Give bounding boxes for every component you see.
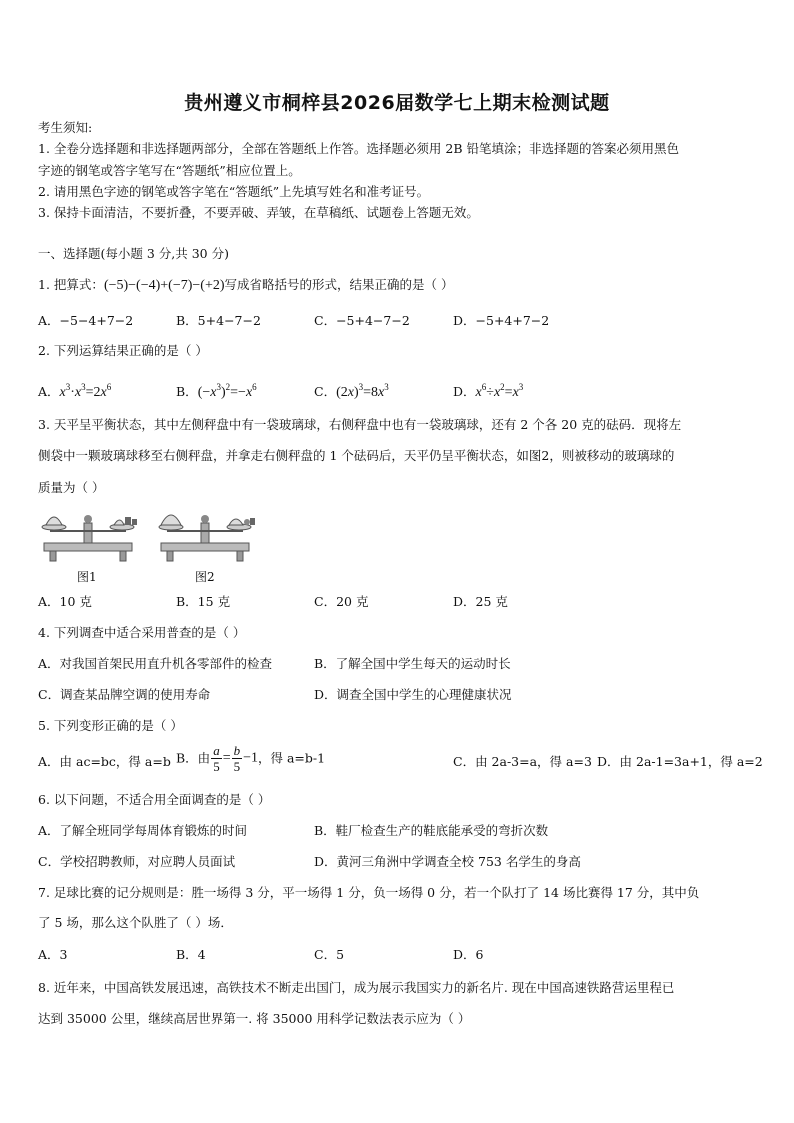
q2-label-b: B． (176, 384, 198, 399)
figure-2-caption: 图2 (195, 570, 215, 584)
section-heading: 一、选择题(每小题 3 分,共 30 分) (38, 246, 229, 261)
q2-option-c (314, 379, 389, 401)
q6-option-b: B．鞋厂检查生产的鞋底能承受的弯折次数 (314, 823, 549, 838)
q4-option-d: D．调查全国中学生的心理健康状况 (314, 687, 512, 702)
q2-label-d: D． (453, 384, 476, 399)
q7-option-b: B．4 (176, 947, 206, 962)
q7-option-c: C．5 (314, 947, 345, 962)
q3-option-c: C．20 克 (314, 594, 369, 609)
balance-figure-2 (153, 503, 257, 563)
q8-line: 8. 近年来，中国高铁发展迅速，高铁技术不断走出国门，成为展示我国实力的新名片. 现在中国高速铁路营运里程已 (38, 980, 675, 995)
notice-line: 3. 保持卡面清洁，不要折叠，不要弄破、弄皱，在草稿纸、试题卷上答题无效。 (38, 205, 479, 220)
q5-option-a: A．由 ac=bc，得 a=b (38, 754, 171, 769)
q1-option-d: D．−5+4+7−2 (453, 313, 550, 328)
fraction-a-over-5: $\frac{a}{5}$ (213, 743, 220, 774)
q4-stem: 4. 下列调查中适合采用普查的是（ ） (38, 625, 246, 640)
q2-formula-d: $x^6\div x^2=x^3$ (475, 382, 524, 400)
q1-option-a: A．−5−4+7−2 (38, 313, 134, 328)
notice-line: 2. 请用黑色字迹的钢笔或答字笔在“答题纸”上先填写姓名和准考证号。 (38, 184, 430, 199)
q3-option-d: D．25 克 (453, 594, 508, 609)
q3-line: 质量为（ ） (38, 480, 105, 495)
q5-b-post: ，得 a=b-1 (258, 750, 326, 766)
fraction-b-over-5: $\frac{b}{5}$ (233, 743, 241, 774)
q2-formula-a: $x^3\cdot x^3=2x^6$ (59, 382, 112, 400)
q5-option-b: B．由 $\frac{a}{5}$ = $\frac{b}{5}$ −1，得 a=b-1 (176, 743, 326, 774)
q1-number: 1. (38, 277, 50, 292)
q7-line: 了 5 场，那么这个队胜了（ ）场． (38, 915, 233, 930)
q2-option-d (453, 379, 523, 401)
q4-option-c: C．调查某品牌空调的使用寿命 (38, 687, 211, 702)
q7-line: 7. 足球比赛的记分规则是：胜一场得 3 分，平一场得 1 分，负一场得 0 分，若一个队打了 14 场比赛得 17 分，其中负 (38, 885, 700, 900)
q8-line: 达到 35000 公里，继续高居世界第一. 将 35000 用科学记数法表示应为（ ） (38, 1011, 471, 1026)
q3-line: 侧袋中一颗玻璃球移至右侧秤盘，并拿走右侧秤盘的 1 个砝码后，天平仍呈平衡状态，如图2，则被移动的玻璃球的 (38, 448, 675, 463)
figure-1-caption: 图1 (77, 570, 97, 584)
q6-option-c: C．学校招聘教师，对应聘人员面试 (38, 854, 236, 869)
notice-heading: 考生须知: (38, 120, 93, 135)
q2-option-b (176, 379, 257, 401)
q5-option-c: C．由 2a-3=a，得 a=3 (453, 754, 592, 769)
q1-pre: 把算式： (53, 277, 104, 292)
q1-post: 写成省略括号的形式，结果正确的是（ ） (224, 277, 454, 292)
q1-option-c: C．−5+4−7−2 (314, 313, 410, 328)
q1-option-b: B．5+4−7−2 (176, 313, 261, 328)
q1-expression: (−5)−(−4)+(−7)−(+2) (103, 278, 225, 293)
q6-stem: 6. 以下问题，不适合用全面调查的是（ ） (38, 792, 271, 807)
notice-line: 字迹的钢笔或答字笔写在“答题纸”相应位置上。 (38, 163, 301, 178)
q2-formula-b: $(-x^3)^2=-x^6$ (197, 382, 257, 400)
q5-option-d: D．由 2a-1=3a+1，得 a=2 (597, 754, 763, 769)
q2-option-a (38, 379, 111, 401)
q2-stem: 2. 下列运算结果正确的是（ ） (38, 343, 208, 358)
q2-label-a: A． (38, 384, 60, 399)
notice-line: 1. 全卷分选择题和非选择题两部分，全部在答题纸上作答。选择题必须用 2B 铅笔填涂；非选择题的答案必须用黑色 (38, 141, 679, 156)
page-title: 贵州遵义市桐梓县2026届数学七上期末检测试题 (184, 92, 610, 114)
q3-option-b: B．15 克 (176, 594, 231, 609)
q6-option-a: A．了解全班同学每周体育锻炼的时间 (38, 823, 248, 838)
q3-option-a: A．10 克 (38, 594, 92, 609)
q4-option-a: A．对我国首架民用直升机各零部件的检查 (38, 656, 273, 671)
q7-option-a: A．3 (38, 947, 68, 962)
q5-b-pre: B．由 (176, 750, 211, 766)
q7-option-d: D．6 (453, 947, 484, 962)
balance-figure-1 (36, 503, 140, 563)
q3-line: 3. 天平呈平衡状态，其中左侧秤盘中有一袋玻璃球，右侧秤盘中也有一袋玻璃球，还有 2 个各 20 克的砝码．现将左 (38, 417, 682, 432)
question-1 (38, 277, 454, 294)
q2-label-c: C． (314, 384, 337, 399)
q2-formula-c: $(2x)^3=8x^3$ (336, 382, 389, 400)
q6-option-d: D．黄河三角洲中学调查全校 753 名学生的身高 (314, 854, 581, 869)
q4-option-b: B．了解全国中学生每天的运动时长 (314, 656, 511, 671)
q5-stem: 5. 下列变形正确的是（ ） (38, 718, 183, 733)
